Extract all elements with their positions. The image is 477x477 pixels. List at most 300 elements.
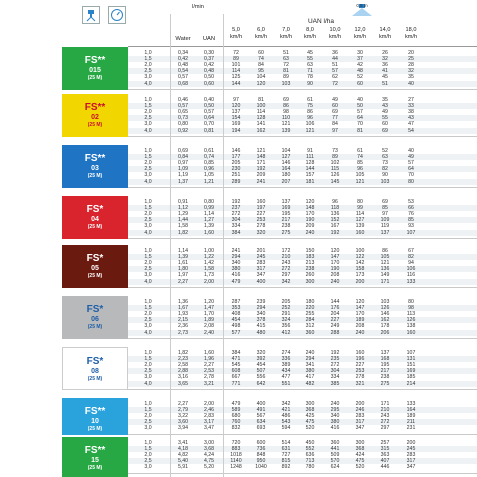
table-cell: 20 [408,50,414,56]
nozzle-fs: FS* [86,253,104,264]
table-cell: 120 [305,199,315,205]
table-cell: 780 [305,464,315,471]
table-cell: 164 [406,407,416,414]
table-cell: 0,84 [177,154,189,161]
table-cell: 520 [305,425,315,432]
table-cell: 1,93 [177,311,189,318]
table-cell: 145 [330,178,340,185]
table-cell: 1,70 [203,311,215,318]
table-cell: 0,81 [203,127,215,134]
table-cell: 1,0 [144,50,152,56]
table-cell: 514 [281,440,291,446]
table-cell: 2,0 [144,413,152,420]
spacing-label: 0,5 m [356,3,368,8]
table-cell: 146 [380,311,390,318]
table-cell: 0,85 [203,160,215,167]
table-cell: 1,82 [177,229,189,236]
table-cell: 150 [305,248,315,254]
table-cell: 190 [305,217,315,224]
table-cell: 543 [281,419,291,426]
table-cell: 2,5 [144,368,152,375]
table-cell: 600 [256,440,266,446]
table-cell: 154 [231,115,241,122]
nozzle-size: (25 M) [87,75,103,81]
table-cell: 1,5 [144,407,152,414]
table-cell: 360 [305,329,315,336]
lmin-label: l/min [192,4,204,10]
table-cell: 249 [330,323,340,330]
table-cell: 139 [281,127,291,134]
table-cell: 95 [258,68,264,75]
nozzle-label [62,245,128,288]
table-cell: 275 [281,229,291,236]
table-cell: 3,60 [177,419,189,426]
table-cell: 0,80 [203,199,215,205]
table-cell: 36 [382,62,388,69]
column-divider [223,14,224,477]
table-cell: 3,68 [203,446,215,453]
nozzle-code: 05 [91,265,99,272]
table-cell: 5,91 [177,464,189,471]
table-cell: 138 [406,323,416,330]
table-cell: 2,0 [144,311,152,318]
nozzle-label [62,437,128,477]
table-cell: 415 [256,323,266,330]
table-cell: 275 [380,380,390,387]
table-cell: 62 [332,74,338,81]
table-cell: 26 [382,50,388,56]
table-cell: 204 [330,311,340,318]
table-cell: 3,16 [177,374,189,381]
table-cell: 0,48 [177,62,189,69]
table-cell: 1,67 [177,305,189,312]
table-cell: 2,27 [177,401,189,407]
table-cell: 341 [305,362,315,369]
table-cell: 1,89 [203,317,215,324]
table-cell: 160 [355,350,365,356]
table-cell: 2,40 [203,329,215,336]
table-cell: 142 [355,260,365,267]
table-cell: 61 [307,97,313,103]
table-cell: 479 [231,401,241,407]
table-cell: 2,27 [203,362,215,369]
table-cell: 4,0 [144,229,152,236]
nozzle-label [62,145,128,188]
table-cell: 551 [281,380,291,387]
table-cell: 80 [408,299,414,305]
speed-header: 5,0 km/h [229,27,243,40]
table-cell: 63 [307,62,313,69]
table-cell: 4,0 [144,278,152,285]
table-cell: 4,24 [203,452,215,459]
table-cell: 1,19 [177,172,189,179]
table-cell: 69 [283,97,289,103]
table-cell: 736 [256,446,266,453]
table-cell: 120 [231,103,241,110]
table-cell: 3,41 [177,440,189,446]
table-cell: 2,88 [177,368,189,375]
table-cell: 176 [330,305,340,312]
table-cell: 144 [305,166,315,173]
table-cell: 380 [305,368,315,375]
table-cell: 4,18 [177,446,189,453]
table-cell: 320 [256,350,266,356]
table-cell: 28 [408,62,414,69]
table-cell: 446 [380,464,390,471]
table-cell: 180 [305,299,315,305]
table-cell: 336 [281,356,291,363]
table-cell: 40 [408,148,414,154]
col-uan: UAN [202,36,216,42]
table-cell: 144 [231,80,241,87]
table-cell: 2,78 [203,374,215,381]
table-cell: 98 [408,305,414,312]
table-cell: 720 [231,440,241,446]
table-cell: 57 [332,68,338,75]
table-cell: 380 [231,266,241,273]
table-cell: 1,22 [203,254,215,261]
table-cell: 220 [305,305,315,312]
table-cell: 240 [305,350,315,356]
table-cell: 114 [256,109,266,116]
table-cell: 760 [231,419,241,426]
table-cell: 168 [380,356,390,363]
table-cell: 1,37 [177,178,189,185]
table-cell: 334 [231,223,241,230]
table-cell: 3,0 [144,74,152,81]
table-cell: 1,21 [203,178,215,185]
table-cell: 240 [330,278,340,285]
table-cell: 72 [233,50,239,56]
table-cell: 210 [380,407,390,414]
table-cell: 240 [355,329,365,336]
table-cell: 96 [332,199,338,205]
table-cell: 69 [332,109,338,116]
nozzle-size: (25 M) [87,376,103,382]
table-cell: 2,15 [177,317,189,324]
table-cell: 126 [330,172,340,179]
table-cell: 727 [281,452,291,459]
table-cell: 294 [231,254,241,261]
table-cell: 113 [406,311,416,318]
table-cell: 1,5 [144,254,152,261]
table-cell: 342 [281,401,291,407]
table-cell: 2,73 [177,329,189,336]
table-cell: 90 [382,172,388,179]
table-row [128,230,477,236]
table-cell: 241 [231,248,241,254]
table-cell: 167 [330,223,340,230]
table-cell: 192 [231,199,241,205]
table-cell: 0,74 [203,154,215,161]
speed-header: 12,0 km/h [353,27,367,40]
table-cell: 121 [305,127,315,134]
table-cell: 189 [406,413,416,420]
table-cell: 208 [355,323,365,330]
table-cell: 2,58 [177,362,189,369]
table-cell: 69 [382,199,388,205]
speed-header: 14,0 km/h [378,27,392,40]
table-cell: 60 [357,80,363,87]
table-cell: 240 [305,229,315,236]
table-cell: 1,5 [144,205,152,212]
table-cell: 3,0 [144,172,152,179]
table-cell: 128 [305,160,315,167]
table-cell: 109 [380,217,390,224]
table-cell: 412 [281,329,291,336]
table-cell: 205 [231,160,241,167]
table-cell: 48 [357,68,363,75]
table-cell: 347 [256,272,266,279]
table-cell: 288 [330,329,340,336]
table-cell: 1,36 [177,299,189,305]
table-cell: 107 [406,350,416,356]
table-cell: 434 [281,368,291,375]
table-cell: 0,30 [203,50,215,56]
table-cell: 157 [305,172,315,179]
table-cell: 147 [355,305,365,312]
table-cell: 192 [330,350,340,356]
table-cell: 1,5 [144,103,152,110]
table-cell: 32 [408,68,414,75]
table-cell: 66 [408,205,414,212]
table-cell: 207 [281,178,291,185]
table-cell: 624 [330,464,340,471]
table-cell: 315 [380,446,390,453]
table-cell: 0,65 [177,109,189,116]
table-cell: 104 [281,148,291,154]
table-cell: 4,0 [144,178,152,185]
nozzle-code: 08 [91,368,99,375]
table-cell: 0,61 [203,148,215,154]
table-cell: 1,97 [177,272,189,279]
table-cell: 297 [281,272,291,279]
table-cell: 2,5 [144,166,152,173]
table-cell: 120 [330,248,340,254]
table-cell: 509 [330,452,340,459]
table-cell: 35 [382,97,388,103]
table-cell: 1,0 [144,148,152,154]
table-cell: 41 [382,68,388,75]
table-cell: 2,0 [144,160,152,167]
table-cell: 67 [408,248,414,254]
table-cell: 1,39 [177,254,189,261]
table-cell: 2,79 [177,407,189,414]
nozzle-fs: FS** [84,153,106,164]
table-cell: 60 [382,121,388,128]
nozzle-fs: FS** [84,102,106,113]
table-cell: 1,20 [203,299,215,305]
table-cell: 246 [355,407,365,414]
table-cell: 713 [305,458,315,465]
table-cell: 0,54 [177,68,189,75]
table-cell: 114 [231,68,241,75]
column-divider [170,14,171,477]
table-cell: 235 [330,356,340,363]
table-cell: 1,14 [177,248,189,254]
table-cell: 577 [231,329,241,336]
table-cell: 133 [406,278,416,285]
table-cell: 295 [330,407,340,414]
table-cell: 43 [408,115,414,122]
table-cell: 103 [281,80,291,87]
table-cell: 103 [380,178,390,185]
table-cell: 304 [231,217,241,224]
nozzle-code: 015 [89,67,101,74]
table-cell: 384 [231,229,241,236]
table-cell: 173 [355,272,365,279]
table-cell: 407 [380,458,390,465]
nozzle-label [62,94,128,137]
table-cell: 289 [231,178,241,185]
table-cell: 1248 [230,464,242,471]
table-cell: 0,37 [203,56,215,63]
table-cell: 96 [357,166,363,173]
table-cell: 73 [332,148,338,154]
table-cell: 272 [380,419,390,426]
table-cell: 2,83 [203,413,215,420]
table-cell: 32 [382,56,388,63]
table-cell: 40 [357,97,363,103]
table-cell: 197 [256,205,266,212]
table-cell: 3,0 [144,121,152,128]
nozzle-label [62,296,128,339]
table-cell: 93 [408,223,414,230]
table-cell: 3,0 [144,272,152,279]
table-cell: 3,65 [177,380,189,387]
table-cell: 0,42 [203,62,215,69]
table-cell: 85 [382,205,388,212]
table-cell: 2,5 [144,419,152,426]
nozzle-code: 15 [91,457,99,464]
table-cell: 0,70 [203,121,215,128]
table-cell: 245 [256,254,266,261]
table-cell: 171 [380,401,390,407]
table-cell: 107 [406,229,416,236]
table-row [128,128,477,134]
table-cell: 255 [305,311,315,318]
table-cell: 227 [256,211,266,218]
table-cell: 251 [231,172,241,179]
table-cell: 75 [307,103,313,110]
table-cell: 55 [307,56,313,63]
table-cell: 4,82 [177,452,189,459]
table-cell: 183 [305,254,315,261]
table-cell: 71 [307,68,313,75]
table-cell: 126 [380,305,390,312]
table-cell: 2,5 [144,458,152,465]
table-cell: 400 [256,278,266,285]
uan-lha-label: UAN l/ha [307,18,334,25]
table-cell: 115 [330,166,340,173]
nozzle-fs: FS** [84,55,106,66]
table-cell: 272 [281,266,291,273]
table-cell: 238 [380,374,390,381]
table-cell: 1040 [255,464,267,471]
table-cell: 340 [256,311,266,318]
table-cell: 60 [332,103,338,110]
table-cell: 1,60 [203,229,215,236]
block-divider [128,89,477,90]
table-cell: 27 [408,97,414,103]
table-cell: 1,61 [177,260,189,267]
table-cell: 304 [330,368,340,375]
table-cell: 125 [231,74,241,81]
table-cell: 324 [281,317,291,324]
table-cell: 340 [231,260,241,267]
table-cell: 260 [305,272,315,279]
table-cell: 97 [332,127,338,134]
table-cell: 0,50 [203,74,215,81]
table-cell: 300 [305,278,315,285]
table-cell: 642 [256,380,266,387]
table-cell: 91 [307,148,313,154]
table-cell: 89 [233,56,239,63]
table-cell: 217 [380,368,390,375]
table-cell: 121 [281,121,291,128]
table-cell: 170 [355,311,365,318]
nozzle-size: (25 M) [87,273,103,279]
table-cell: 454 [256,362,266,369]
table-cell: 2,00 [203,401,215,407]
table-cell: 120 [256,80,266,87]
table-cell: 416 [330,425,340,432]
table-cell: 417 [305,374,315,381]
table-cell: 171 [380,278,390,285]
table-cell: 82 [382,166,388,173]
table-cell: 389 [281,362,291,369]
table-cell: 213 [305,260,315,267]
table-cell: 283 [406,452,416,459]
table-cell: 0,97 [177,160,189,167]
table-cell: 189 [355,317,365,324]
table-cell: 119 [380,223,390,230]
table-cell: 120 [355,299,365,305]
table-cell: 51 [283,50,289,56]
table-cell: 162 [380,317,390,324]
table-cell: 1,0 [144,299,152,305]
table-cell: 137 [380,350,390,356]
table-cell: 94 [408,260,414,267]
table-cell: 1,0 [144,97,152,103]
table-cell: 2,5 [144,317,152,324]
table-cell: 360 [330,440,340,446]
table-cell: 111 [306,154,314,161]
table-cell: 139 [355,223,365,230]
table-cell: 78 [307,74,313,81]
table-cell: 81 [258,97,264,103]
table-cell: 1,5 [144,305,152,312]
nozzle-fs: FS* [86,204,104,215]
block-divider [128,287,477,288]
table-cell: 144 [330,299,340,305]
table-cell: 491 [256,407,266,414]
table-cell: 45 [382,74,388,81]
table-cell: 278 [355,374,365,381]
table-cell: 122 [355,254,365,261]
table-cell: 64 [357,115,363,122]
table-cell: 177 [231,154,241,161]
table-cell: 300 [355,440,365,446]
table-cell: 1,96 [203,356,215,363]
table-cell: 300 [305,401,315,407]
table-cell: 55 [382,115,388,122]
table-cell: 116 [406,272,416,279]
table-cell: 44 [332,56,338,63]
table-cell: 950 [256,458,266,465]
table-cell: 356 [281,323,291,330]
table-cell: 4,0 [144,329,152,336]
